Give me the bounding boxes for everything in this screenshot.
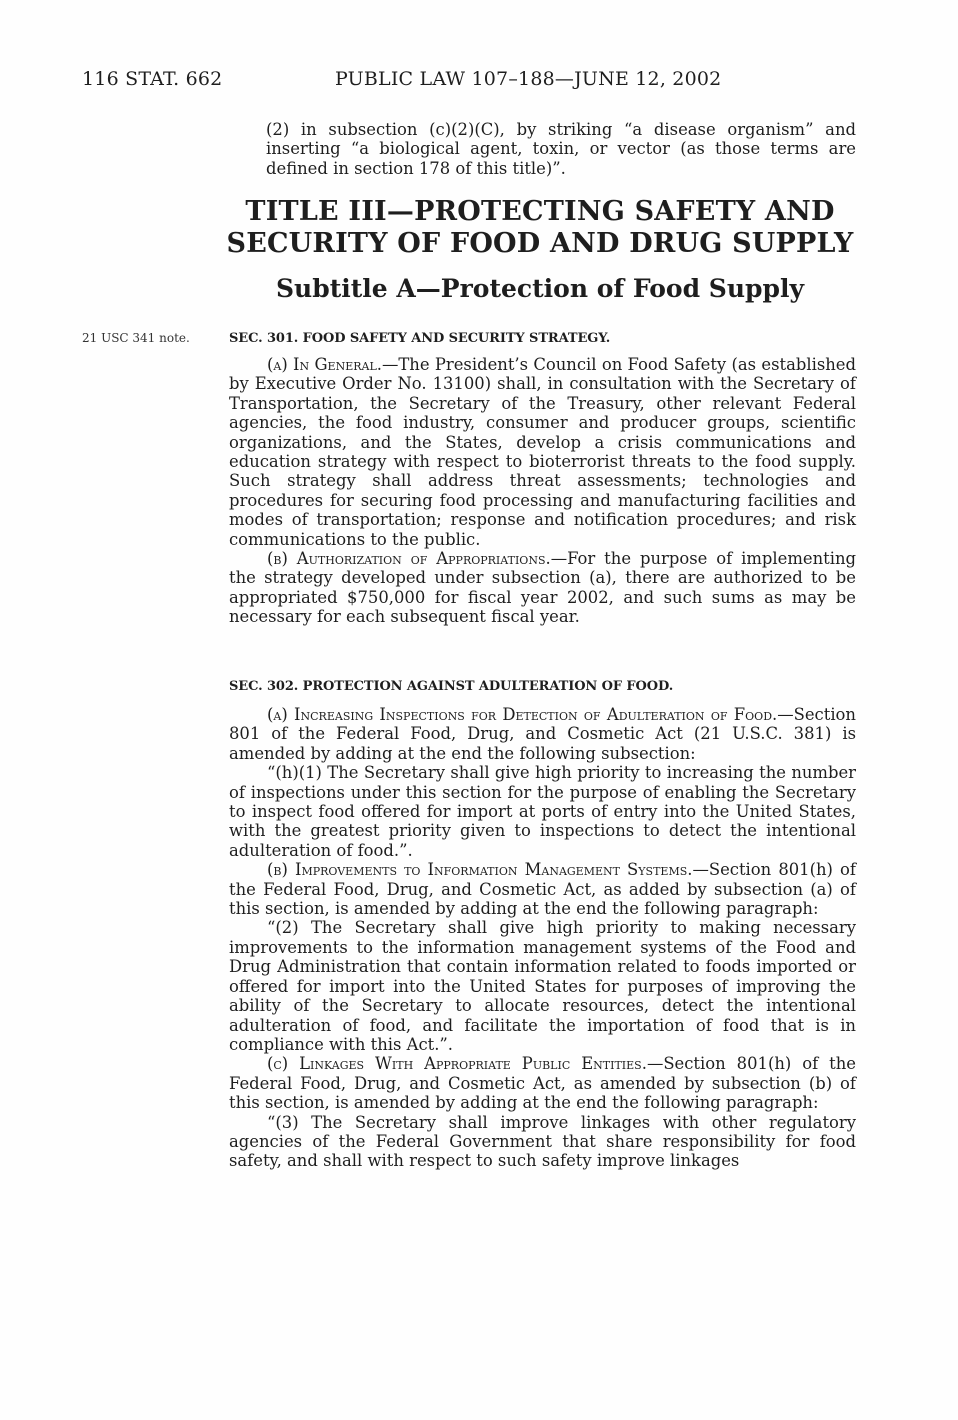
subtitle-heading: Subtitle A—Protection of Food Supply [276, 274, 804, 303]
title-line-1: TITLE III—PROTECTING SAFETY AND [245, 196, 835, 227]
statute-page-number: 116 STAT. 662 [82, 68, 223, 90]
subsection-text: —The President’s Council on Food Safety (as established by Executive Order No. 13100) shall, in consultation with the Secretary of Transportation, the Secretary of the Treasury, other relevant Federal agencies, the food industry, consumer and producer groups, scientific organizations, and the States, develop a crisis communications and education strategy with respect to bioterrorist threats to the food supply. Such strategy shall address threat assessments; technologies and procedures for securing food processing and manufacturing facilities and modes of transportation; response and notification procedures; and risk communications to the public. [229, 355, 856, 549]
section-302-body [229, 705, 856, 1171]
subsection-label: (c) Linkages With Appropriate Public Entities. [267, 1054, 647, 1074]
subsection-label: (a) Increasing Inspections for Detection of Adulteration of Food. [267, 705, 778, 724]
subsection-text: —Section 801(h) of the Federal Food, Drug, and Cosmetic Act, as amended by subsection (b) of this section, is amended by adding at the end the following paragraph: [229, 1054, 856, 1113]
section-301-body [229, 355, 856, 627]
section-302-subsection-c [229, 1054, 856, 1112]
opening-paragraph: (2) in subsection (c)(2)(C), by striking “a disease organism” and inserting “a biological agent, toxin, or vector (as those terms are defined in section 178 of this title)”. [266, 120, 856, 178]
section-302-quote-h1: “(h)(1) The Secretary shall give high priority to increasing the number of inspections under this section for the purpose of enabling the Secretary to inspect food offered for import at ports of entry into the United States, with the greatest priority given to inspections to detect the intentional adulteration of food.”. [229, 763, 856, 860]
section-302-quote-2: “(2) The Secretary shall give high priority to making necessary improvements to the information management systems of the Food and Drug Administration that contain information related to foods imported or offered for import into the United States for purposes of improving the ability of the Secretary to allocate resources, detect the intentional adulteration of food, and facilitate the importation of food that is in compliance with this Act.”. [229, 918, 856, 1054]
margin-note: 21 USC 341 note. [82, 331, 190, 345]
subsection-text: —Section 801 of the Federal Food, Drug, and Cosmetic Act (21 U.S.C. 381) is amended by adding at the end the following subsection: [229, 705, 856, 763]
section-302-quote-3: “(3) The Secretary shall improve linkages with other regulatory agencies of the Federal Government that share responsibility for food safety, and shall with respect to such safety improve linkages [229, 1112, 856, 1171]
subsection-label: (b) Improvements to Information Management Systems. [267, 860, 693, 880]
title-line-2: SECURITY OF FOOD AND DRUG SUPPLY [226, 228, 854, 259]
public-law-citation: PUBLIC LAW 107–188—JUNE 12, 2002 [335, 68, 722, 90]
section-302-subsection-a [229, 705, 856, 763]
opening-paragraph-block [266, 120, 856, 178]
section-302-subsection-b [229, 860, 856, 918]
section-301-subsection-b [229, 549, 856, 627]
section-301-heading: SEC. 301. FOOD SAFETY AND SECURITY STRATEGY. [229, 331, 611, 346]
subsection-label: (a) In General. [267, 355, 382, 374]
section-301-subsection-a [229, 355, 856, 549]
page-header [82, 68, 898, 96]
subsection-text: —Section 801(h) of the Federal Food, Drug, and Cosmetic Act, as added by subsection (a) of this section, is amended by adding at the end the following paragraph: [229, 860, 856, 919]
section-302-heading: SEC. 302. PROTECTION AGAINST ADULTERATION OF FOOD. [229, 679, 674, 694]
subsection-text: —For the purpose of implementing the strategy developed under subsection (a), there are authorized to be appropriated $750,000 for fiscal year 2002, and such sums as may be necessary for each subsequent fiscal year. [229, 549, 856, 627]
title-heading [200, 196, 880, 260]
subsection-label: (b) Authorization of Appropriations. [267, 549, 551, 569]
